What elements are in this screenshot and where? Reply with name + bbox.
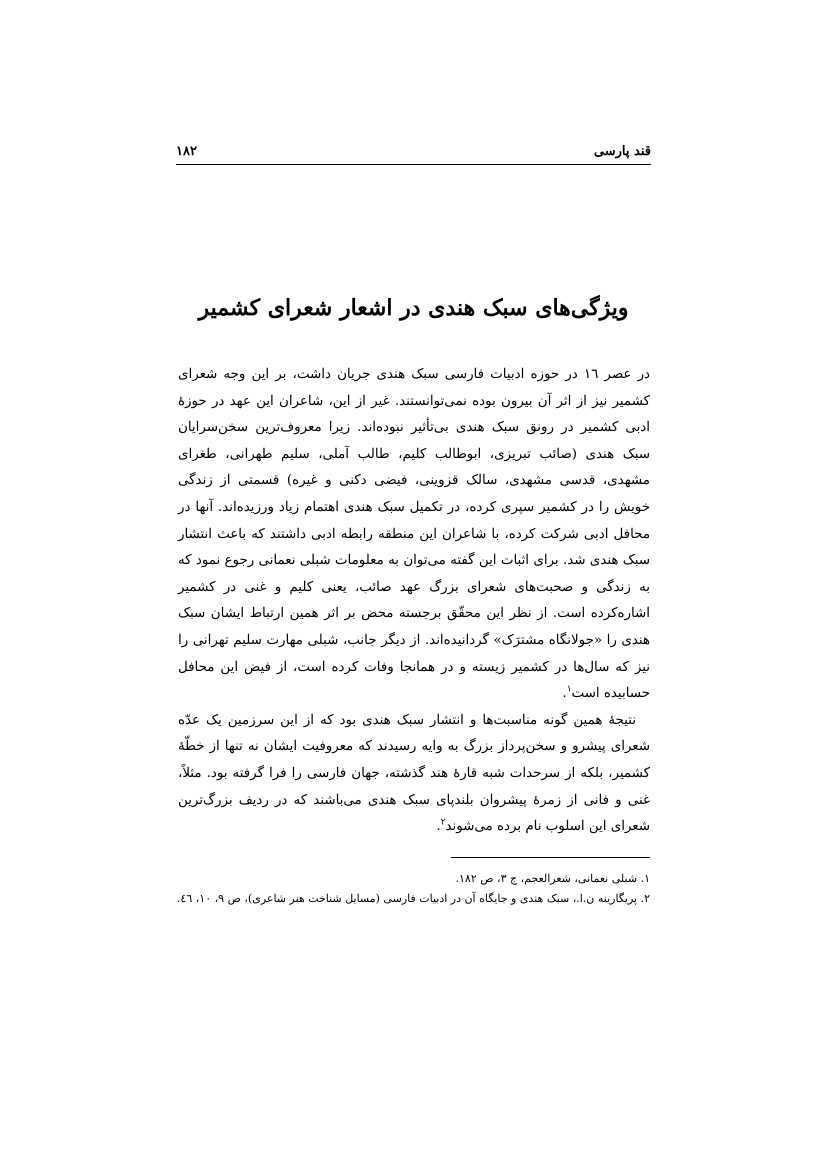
footnote-ref: ١ (566, 684, 572, 695)
running-header (176, 142, 651, 165)
article-body (178, 362, 650, 841)
footnote-item: ٢. پریگارینه ن.ا.، سبک هندی و جایگاه آن در ادبیات فارسی (مسایل شناخت هنر شاعری)، ص ٩، ١٠، ٤٦. (176, 892, 650, 905)
footnote-divider (451, 857, 650, 858)
footnote-item: ١. شبلی نعمانی، شعرالعجم، ج ٣، ص ١٨٢. (455, 872, 650, 885)
paragraph: در عصر ١٦ در حوزه ادبیات فارسی سبک هندی جریان داشت، بر این وجه شعرای کشمیر نیز از اثر آن بیرون بوده نمی‌توانستند. غیر از این، شاعران این عهد در حوزهٔ ادبی کشمیر در رونق سبک هندی بی‌تأثیر نبوده‌اند. زیرا معروف‌ترین سخن‌سرایان سبک هندی (صائب تبریزی، ابوطالب کلیم، طالب آملی، سلیم طهرانی، طغرای مشهدی، قدسی مشهدی، سالک قزوینی، فیضی دکنی و غیره) قسمتی از زندگی خویش را در کشمیر سپری کرده، در تکمیل سبک هندی اهتمام زیاد ورزیده‌اند. آنها در محافل ادبی شرکت کرده، با شاعران این منطقه رابطه ادبی داشتند که باعث انتشار سبک هندی شد. برای اثبات این گفته می‌توان به معلومات شبلی نعمانی رجوع نمود که به زندگی و صحبت‌های شعرای بزرگ عهد صائب، یعنی کلیم و غنی در کشمیر اشاره‌کرده است. از نظر این محقّق برجسته محض بر اثر همین ارتباط ایشان سبک هندی را «جولانگاه مشترَک» گردانیده‌اند. از دیگر جانب، شبلی مهارت سلیم تهرانی را نیز که سال‌ها در کشمیر زیسته و در همانجا وفات کرده است، از فیض این محافل حسابیده است$^١$. (178, 367, 651, 702)
page-number: ۱۸۲ (176, 144, 197, 159)
paragraph-text: در عصر ١٦ در حوزه ادبیات فارسی سبک هندی جریان داشت، بر این وجه شعرای کشمیر نیز از اثر آن بیرون بوده نمی‌توانستند. غیر از این، شاعران این عهد در حوزهٔ ادبی کشمیر در رونق سبک هندی بی‌تأثیر نبوده‌اند. زیرا معروف‌ترین سخن‌سرایان سبک هندی (صائب تبریزی، ابوطالب کلیم، طالب آملی، سلیم طهرانی، طغرای مشهدی، قدسی مشهدی، سالک قزوینی، فیضی دکنی و غیره) قسمتی از زندگی خویش را در کشمیر سپری کرده، در تکمیل سبک هندی اهتمام زیاد ورزیده‌اند. آنها در محافل ادبی شرکت کرده، با شاعران این منطقه رابطه ادبی داشتند که باعث انتشار سبک هندی شد. برای اثبات این گفته می‌توان به معلومات شبلی نعمانی رجوع نمود که به زندگی و صحبت‌های شعرای بزرگ عهد صائب، یعنی کلیم و غنی در کشمیر اشاره‌کرده است. از نظر این محقّق برجسته محض بر اثر همین ارتباط ایشان سبک هندی را «جولانگاه مشترَک» گردانیده‌اند. از دیگر جانب، شبلی مهارت سلیم تهرانی را نیز که سال‌ها در کشمیر زیسته و در همانجا وفات کرده است، از فیض این محافل حسابیده است (178, 367, 651, 702)
footnote-ref: ٢ (440, 817, 446, 828)
footnotes (178, 869, 650, 909)
journal-name: قند پارسی (593, 144, 651, 159)
paragraph: نتیجهٔ همین گونه مناسبت‌ها و انتشار سبک هندی بود که از این سرزمین یک عدّه شعرای پیشرو و سخن‌پرداز بزرگ به وایه رسیدند که معروفیت ایشان نه تنها از خطّهٔ کشمیر، بلکه از سرحدات شبه قارهٔ هند گذشته، جهان فارسی را فرا گرفته بود. مثلاً، غنی و فانی از زمرهٔ پیشروان بلندپای سبک هندی می‌باشند که در ردیف بزرگ‌ترین شعرای این اسلوب نام برده می‌شوند$^٢$. (178, 712, 650, 835)
paragraph-text: نتیجهٔ همین گونه مناسبت‌ها و انتشار سبک هندی بود که از این سرزمین یک عدّه شعرای پیشرو و سخن‌پرداز بزرگ به وایه رسیدند که معروفیت ایشان نه تنها از خطّهٔ کشمیر، بلکه از سرحدات شبه قارهٔ هند گذشته، جهان فارسی را فرا گرفته بود. مثلاً، غنی و فانی از زمرهٔ پیشروان بلندپای سبک هندی می‌باشند که در ردیف بزرگ‌ترین شعرای این اسلوب نام برده می‌شوند (178, 712, 650, 835)
article-title: ویژگی‌های سبک هندی در اشعار شعرای کشمیر (198, 295, 629, 321)
